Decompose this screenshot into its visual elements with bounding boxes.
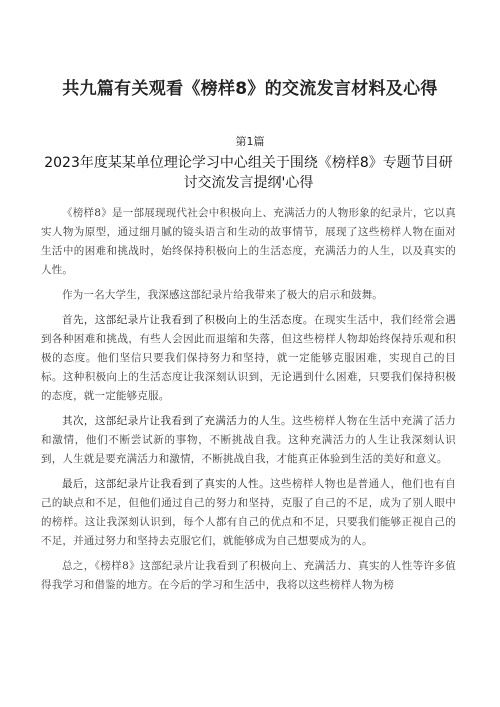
part-label: 第1篇 — [235, 135, 265, 148]
paragraph-5 — [41, 475, 456, 551]
paragraph-text: 这些榜样人物在生活中充满了活力和激情，他们不断尝试新的事物，不断挑战自我。这种充满活力的人生让我深刻认识到，人生就是要充满活力和激情，不断挑战自我，才能真正体验到生活的美好和意义。 — [41, 415, 457, 465]
paragraph-lead: 最后，这部纪录片让我看到了真实的人性。 — [62, 478, 271, 490]
paragraph-6 — [41, 557, 456, 595]
paragraph-text: 在现实生活中，我们经常会遇到各种困难和挑战，有些人会因此而退缩和失落，但这些榜样人物却始终保持乐观和积极的态度。他们坚信只要我们保持努力和坚持，就一定能够克服困难，实现自己的目标。这种积极向上的生活态度让我深刻认识到，无论遇到什么困难，只要我们保持积极的态度，就一定能够克服。 — [41, 314, 456, 402]
paragraph-2 — [41, 286, 456, 305]
paragraph-3 — [41, 311, 456, 406]
article-title: 2023年度某某单位理论学习中心组关于围绕《榜样8》专题节目研讨交流发言提纲'心得 — [44, 155, 453, 191]
paragraph-lead: 首先，这部纪录片让我看到了积极向上的生活态度。 — [62, 314, 314, 326]
paragraph-text: 作为一名大学生，我深感这部纪录片给我带来了极大的启示和鼓舞。 — [62, 289, 383, 301]
paragraph-1 — [41, 204, 456, 280]
paragraph-text: 总之，《榜样8》这部纪录片让我看到了积极向上、充满活力、真实的人性等许多值得我学习和借鉴的地方。在今后的学习和生活中，我将以这些榜样人物为榜 — [41, 560, 456, 591]
paragraph-text: 《榜样8》是一部展现现代社会中积极向上、充满活力的人物形象的纪录片，它以真实人物为原型，通过细月腻的镜头语言和生动的故事情节，展现了这些榜样人物在面对生活中的困难和挑战时，始终保持积极向上的生活态度，充满活力的人生，以及真实的人性。 — [41, 207, 456, 276]
paragraph-lead: 其次，这部纪录片让我看到了充满活力的人生。 — [62, 415, 292, 427]
main-title: 共九篇有关观看《榜样8》的交流发言材料及心得 — [62, 79, 438, 99]
paragraph-4 — [41, 412, 456, 469]
paragraph-text: 这些榜样人物也是普通人，他们也有自己的缺点和不足，但他们通过自己的努力和坚持，克服了自己的不足，成为了别人眼中的榜样。这让我深刻认识到，每个人都有自己的优点和不足，只要我们能够正视自己的不足，并通过努力和坚持去克服它们，就能够成为自己想要成为的人。 — [41, 478, 456, 547]
article-body — [41, 204, 456, 601]
